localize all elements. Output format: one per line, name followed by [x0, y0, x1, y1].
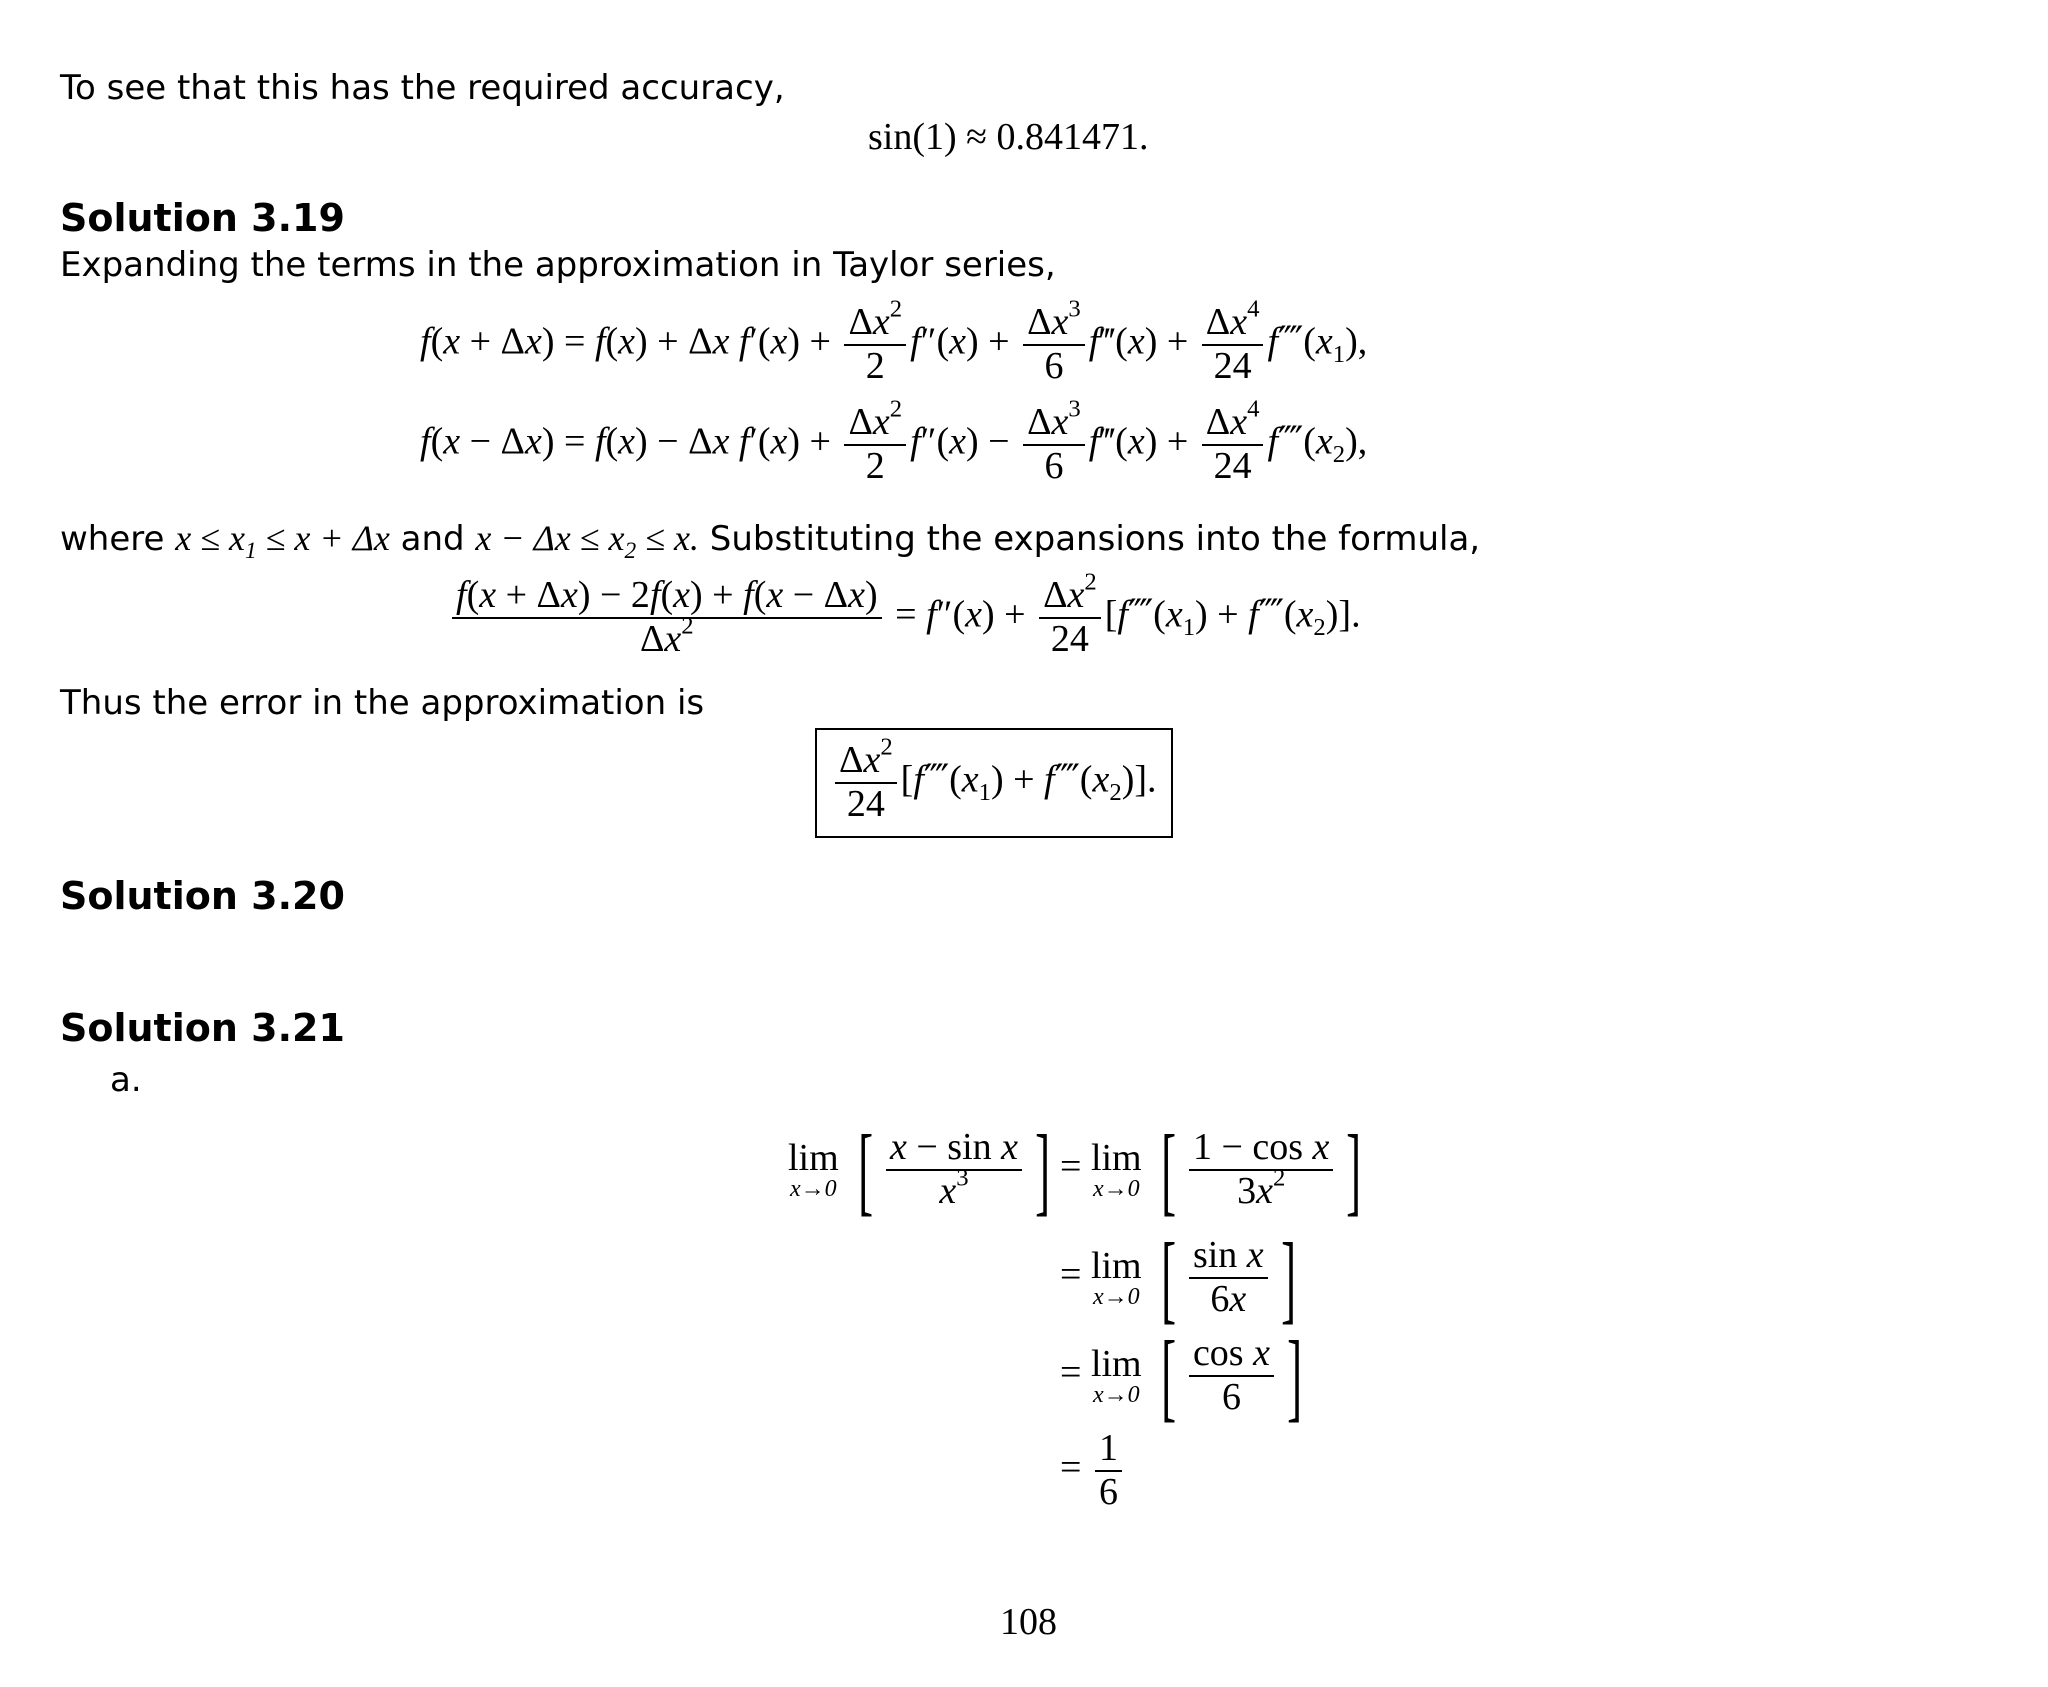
solution-3-20-heading: Solution 3.20	[60, 874, 345, 918]
solution-3-19-heading: Solution 3.19	[60, 196, 345, 240]
taylor-expansion-minus: f(x − Δx) = f(x) − Δx f′(x) + $\frac{\Delta x^2}{2}$ f″(x) − $\frac{\Delta x^3}{6}$ f‴(x) + $\frac{\Delta x^4}{24}$ $f⁗(x_2)$,	[420, 395, 1368, 487]
x1-range-left: x ≤ x	[175, 518, 245, 558]
x1-subscript: 1	[244, 538, 257, 565]
limit-row-3: = lim x→0 [ $\frac{\text{cos x}}{6}$ ]	[1060, 1320, 1303, 1431]
page-number: 108	[1000, 1601, 1057, 1643]
intro-paragraph: To see that this has the required accuracy,	[60, 68, 785, 108]
limit-result: = $\frac{1}{6}$	[1060, 1428, 1126, 1514]
limit-row-1-rhs: = lim x→0 [ $\frac{\text{1 − cos x}}{3x^2}$ ]	[1060, 1114, 1362, 1225]
x2-range-right: ≤ x.	[636, 518, 699, 558]
sin-approx-equation: sin(1) ≈ 0.841471.	[868, 116, 1149, 158]
taylor-expansion-plus: f(x + Δx) = f(x) + Δx f′(x) + $\frac{\Delta x^2}{2}$ f″(x) + $\frac{\Delta x^3}{6}$ f‴(x) + $\frac{\Delta x^4}{24}$ $f⁗(x_1)$,	[420, 295, 1368, 387]
where-word: where	[60, 519, 165, 559]
solution-3-19-intro: Expanding the terms in the approximation in Taylor series,	[60, 245, 1056, 285]
and-word: and	[400, 519, 465, 559]
solution-3-21-heading: Solution 3.21	[60, 1006, 345, 1050]
x1-range-right: ≤ x + Δx	[256, 518, 390, 558]
x2-range-left: x − Δx ≤ x	[475, 518, 625, 558]
where-sentence	[60, 518, 1481, 565]
central-difference-equation: $\frac{f(x + \Delta x) - 2f(x) + f(x - \Delta x)}{\Delta x^2}$ = f″(x) + $\frac{\Delta x^2}{24}$ [$f⁗(x_1)$ + $f⁗(x_2)$].	[448, 575, 1361, 661]
x2-subscript: 2	[624, 538, 637, 565]
limit-row-1: lim x→0 [ $\frac{\text{x − sin x}}{x^3}$ ]	[788, 1114, 1051, 1225]
part-a-label: a.	[110, 1060, 142, 1100]
substituting-text: Substituting the expansions into the formula,	[709, 519, 1481, 559]
boxed-error-term: $\frac{\Delta x^2}{24}$ [$f⁗(x_1)$ + $f⁗(x_2)$].	[815, 728, 1173, 838]
thus-error-text: Thus the error in the approximation is	[60, 683, 705, 723]
limit-row-2: = lim x→0 [ $\frac{\text{sin x}}{6x}$ ]	[1060, 1222, 1296, 1333]
